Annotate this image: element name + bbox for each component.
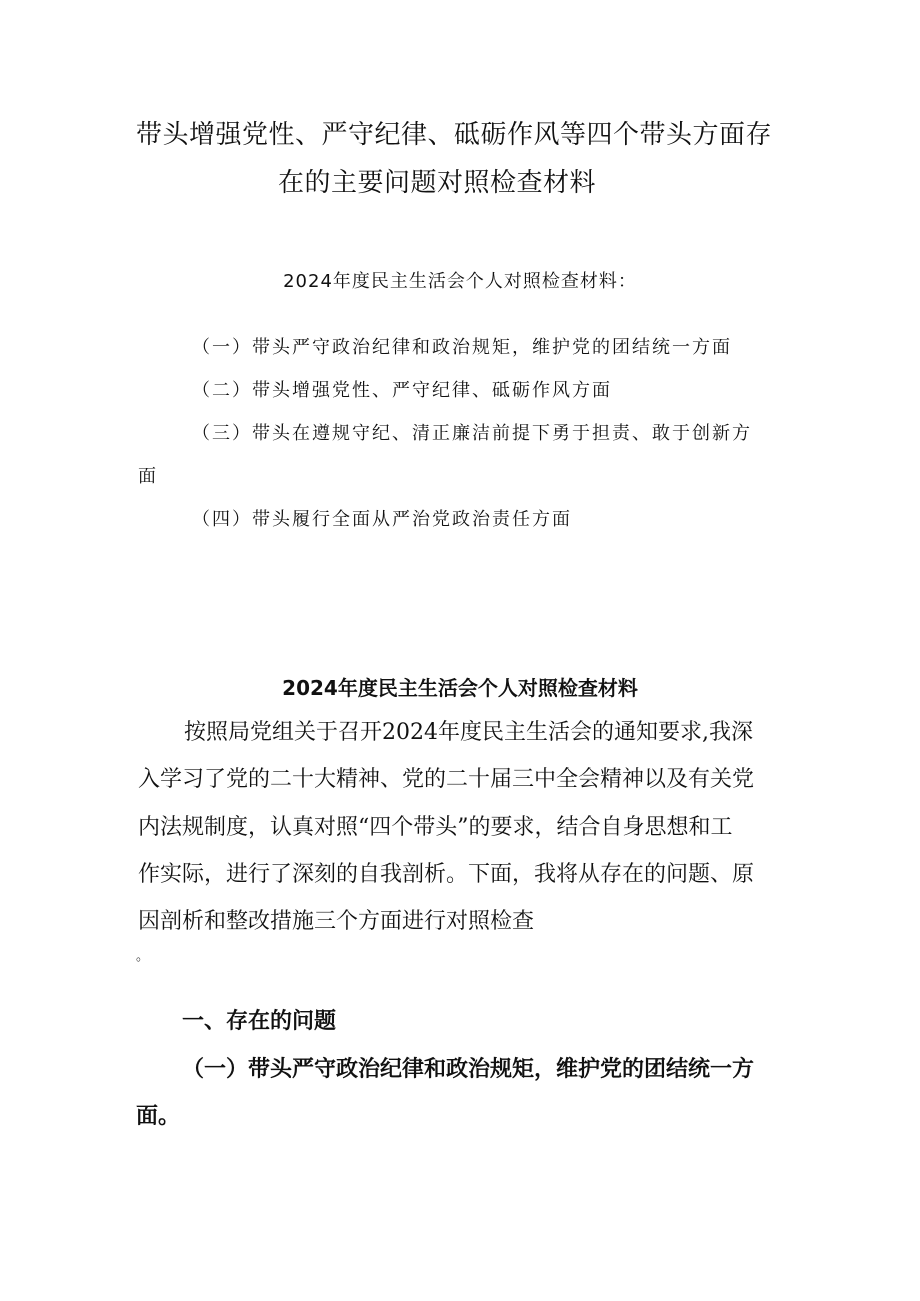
section-heading: 一、存在的问题 xyxy=(182,1009,337,1034)
toc-item-3-continuation: 面 xyxy=(138,466,158,487)
paragraph-line-2: 入学习了党的二十大精神、党的二十届三中全会精神以及有关党 xyxy=(138,767,755,792)
document-title-line-2: 在的主要问题对照检查材料 xyxy=(278,168,597,198)
toc-item-3: （三）带头在遵规守纪、清正廉洁前提下勇于担责、敢于创新方 xyxy=(192,423,752,444)
toc-item-4: （四）带头履行全面从严治党政治责任方面 xyxy=(192,509,572,530)
toc-heading: 2024年度民主生活会个人对照检查材料： xyxy=(283,271,637,292)
stray-period-mark: 。 xyxy=(136,949,150,964)
toc-item-1: （一）带头严守政治纪律和政治规矩，维护党的团结统一方面 xyxy=(192,337,732,358)
paragraph-line-1: 按照局党组关于召开2024年度民主生活会的通知要求,我深 xyxy=(184,720,753,745)
paragraph-line-4: 作实际，进行了深刻的自我剖析。下面，我将从存在的问题、原 xyxy=(138,862,755,887)
paragraph-line-3: 内法规制度，认真对照“四个带头”的要求，结合自身思想和工 xyxy=(138,815,733,840)
document-title-line-1: 带头增强党性、严守纪律、砥砺作风等四个带头方面存 xyxy=(136,120,773,150)
body-heading: 2024年度民主生活会个人对照检查材料 xyxy=(282,676,638,700)
sub-heading-line-2: 面。 xyxy=(136,1104,181,1129)
toc-item-2: （二）带头增强党性、严守纪律、砥砺作风方面 xyxy=(192,380,612,401)
paragraph-line-5: 因剖析和整改措施三个方面进行对照检查 xyxy=(138,909,535,934)
sub-heading-line-1: （一）带头严守政治纪律和政治规矩，维护党的团结统一方 xyxy=(182,1057,755,1082)
